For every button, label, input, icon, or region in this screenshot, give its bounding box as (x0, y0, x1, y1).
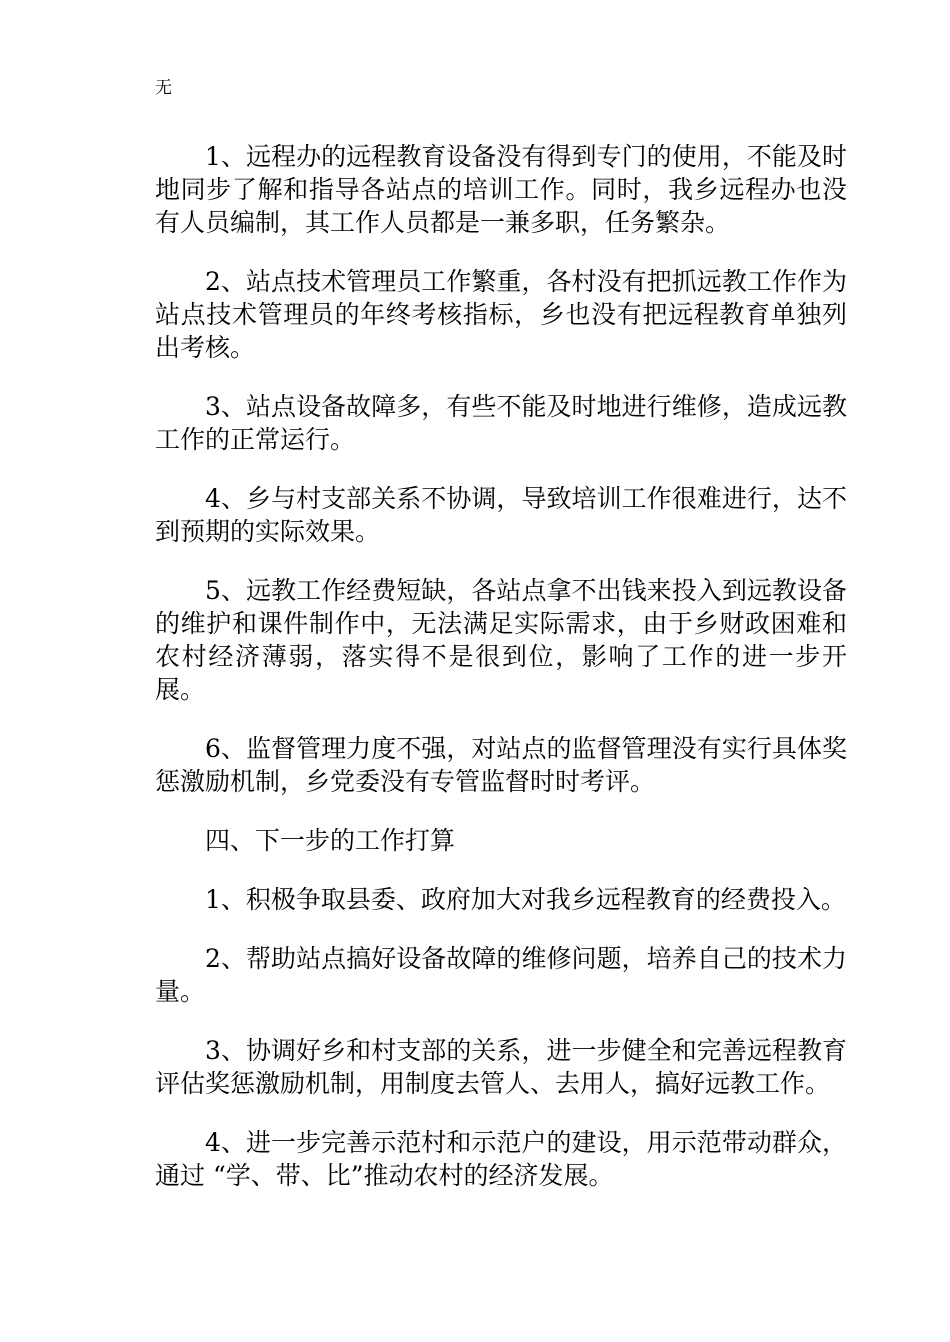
header-mark: 无 (155, 78, 172, 98)
document-body (155, 140, 847, 1192)
paragraph-plan-3: 3、协调好乡和村支部的关系，进一步健全和完善远程教育评估奖惩激励机制，用制度去管人、去用人，搞好远教工作。 (155, 1036, 847, 1098)
paragraph-plan-4: 4、进一步完善示范村和示范户的建设，用示范带动群众，通过 “学、带、比”推动农村的经济发展。 (155, 1128, 847, 1190)
paragraph-problem-3: 3、站点设备故障多，有些不能及时地进行维修，造成远教工作的正常运行。 (155, 392, 847, 454)
paragraph-problem-6: 6、监督管理力度不强，对站点的监督管理没有实行具体奖惩激励机制，乡党委没有专管监督时时考评。 (155, 734, 847, 796)
paragraph-problem-4: 4、乡与村支部关系不协调，导致培训工作很难进行，达不到预期的实际效果。 (155, 484, 847, 546)
paragraph-plan-2: 2、帮助站点搞好设备故障的维修问题，培养自己的技术力量。 (155, 944, 847, 1006)
paragraph-problem-1: 1、远程办的远程教育设备没有得到专门的使用，不能及时地同步了解和指导各站点的培训工作。同时，我乡远程办也没有人员编制，其工作人员都是一兼多职，任务繁杂。 (155, 142, 847, 237)
paragraph-problem-2: 2、站点技术管理员工作繁重，各村没有把抓远教工作作为站点技术管理员的年终考核指标，乡也没有把远程教育单独列出考核。 (155, 267, 847, 362)
paragraph-problem-5: 5、远教工作经费短缺，各站点拿不出钱来投入到远教设备的维护和课件制作中，无法满足实际需求，由于乡财政困难和农村经济薄弱，落实得不是很到位，影响了工作的进一步开展。 (155, 576, 847, 704)
section-heading-next-steps: 四、下一步的工作打算 (205, 826, 456, 855)
paragraph-plan-1: 1、积极争取县委、政府加大对我乡远程教育的经费投入。 (205, 885, 846, 914)
